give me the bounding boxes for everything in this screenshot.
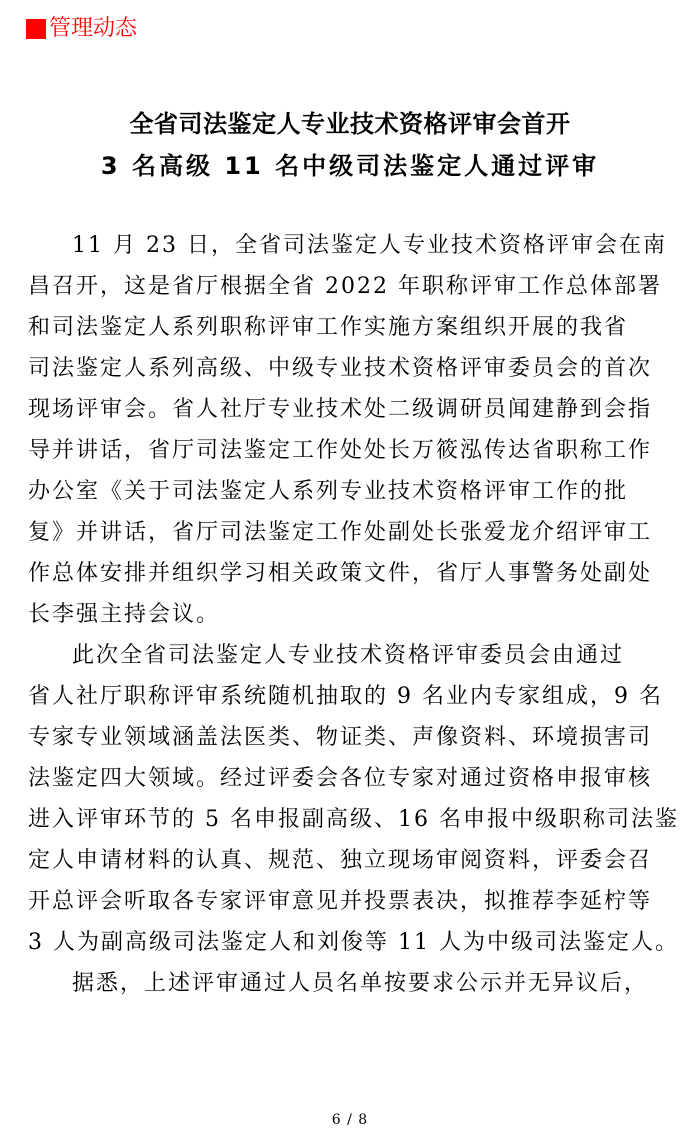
body-line: 3 人为副高级司法鉴定人和刘俊等 11 人为中级司法鉴定人。 bbox=[28, 930, 679, 955]
red-square-icon bbox=[26, 19, 46, 39]
body-line: 此次全省司法鉴定人专业技术资格评审委员会由通过 bbox=[72, 643, 625, 668]
section-tag bbox=[26, 14, 137, 44]
body-line: 昌召开，这是省厅根据全省 2022 年职称评审工作总体部署 bbox=[28, 274, 662, 299]
section-tag-label: 管理动态 bbox=[49, 16, 138, 41]
article-title-line2: 3 名高级 11 名中级司法鉴定人通过评审 bbox=[100, 152, 600, 180]
body-line: 进入评审环节的 5 名申报副高级、16 名申报中级职称司法鉴 bbox=[28, 807, 679, 832]
body-line: 定人申请材料的认真、规范、独立现场审阅资料，评委会召 bbox=[28, 848, 653, 873]
article-body bbox=[28, 225, 679, 1004]
body-line: 法鉴定四大领域。经过评委会各位专家对通过资格申报审核 bbox=[28, 766, 653, 791]
body-line: 据悉，上述评审通过人员名单按要求公示并无异议后， bbox=[72, 971, 649, 996]
body-line: 作总体安排并组织学习相关政策文件，省厅人事警务处副处 bbox=[28, 561, 653, 586]
article-title-line1: 全省司法鉴定人专业技术资格评审会首开 bbox=[129, 110, 571, 138]
body-line: 办公室《关于司法鉴定人系列专业技术资格评审工作的批 bbox=[28, 479, 629, 504]
body-line: 开总评会听取各专家评审意见并投票表决，拟推荐李延柠等 bbox=[28, 889, 653, 914]
body-line: 和司法鉴定人系列职称评审工作实施方案组织开展的我省 bbox=[28, 315, 629, 340]
page-number: 6 / 8 bbox=[331, 1112, 369, 1128]
body-line: 11 月 23 日，全省司法鉴定人专业技术资格评审会在南 bbox=[72, 233, 667, 258]
body-line: 现场评审会。省人社厅专业技术处二级调研员闻建静到会指 bbox=[28, 397, 653, 422]
body-line: 导并讲话，省厅司法鉴定工作处处长万筱泓传达省职称工作 bbox=[28, 438, 653, 463]
body-line: 专家专业领域涵盖法医类、物证类、声像资料、环境损害司 bbox=[28, 725, 653, 750]
body-line: 复》并讲话，省厅司法鉴定工作处副处长张爱龙介绍评审工 bbox=[28, 520, 653, 545]
body-line: 省人社厅职称评审系统随机抽取的 9 名业内专家组成，9 名 bbox=[28, 684, 663, 709]
body-line: 司法鉴定人系列高级、中级专业技术资格评审委员会的首次 bbox=[28, 356, 653, 381]
body-line: 长李强主持会议。 bbox=[28, 602, 221, 627]
